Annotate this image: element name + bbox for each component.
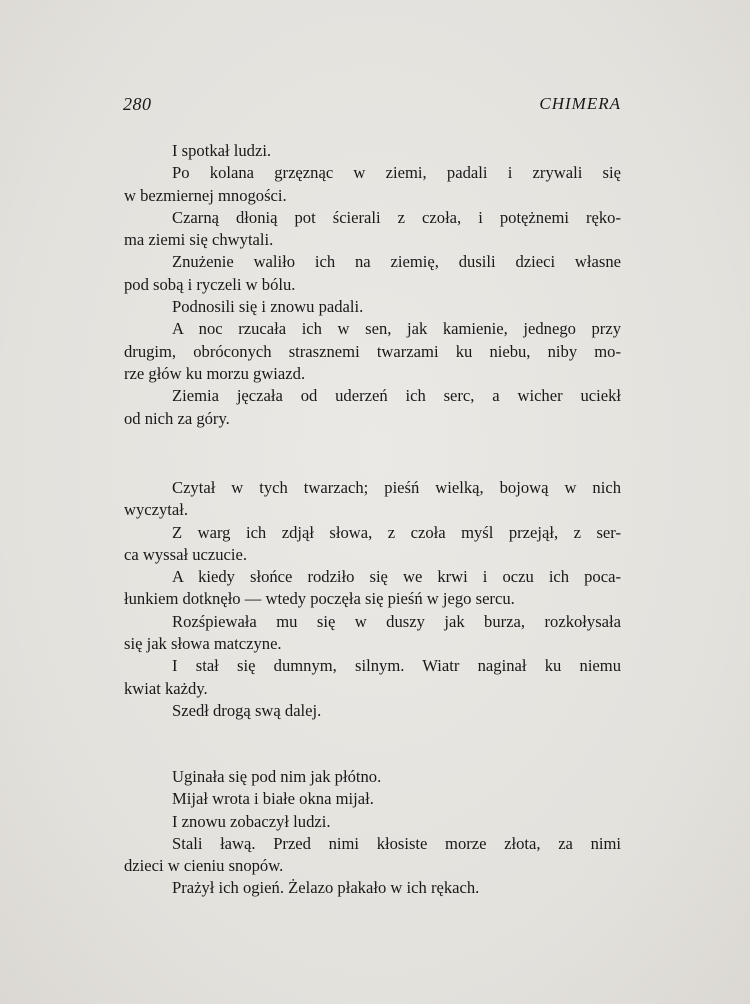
- text-line: od nich za góry.: [124, 408, 230, 428]
- paragraph: [124, 296, 621, 318]
- text-line: Czytał w tych twarzach; pieśń wielką, bojową w nich: [172, 478, 621, 497]
- text-block: [124, 140, 621, 430]
- text-line: Po kolana grzęznąc w ziemi, padali i zrywali się: [172, 163, 621, 183]
- text-line: wyczytał.: [124, 500, 189, 520]
- text-line: A kiedy słońce rodziło się we krwi i oczu ich poca-: [172, 567, 621, 587]
- text-block: [124, 477, 621, 722]
- paragraph: [124, 877, 621, 899]
- paragraph: [124, 700, 621, 722]
- text-line: I spotkał ludzi.: [172, 141, 272, 160]
- text-line: kwiat każdy.: [124, 678, 208, 698]
- paragraph: [124, 318, 621, 385]
- paragraph: [124, 140, 621, 162]
- text-line: w bezmiernej mnogości.: [124, 185, 287, 205]
- text-line: rze głów ku morzu gwiazd.: [124, 363, 306, 383]
- paragraph: [124, 251, 621, 296]
- paragraph: [124, 566, 621, 611]
- text-line: Szedł drogą swą dalej.: [172, 700, 322, 720]
- paragraph: [124, 162, 621, 207]
- text-line: Znużenie waliło ich na ziemię, dusili dzieci własne: [172, 252, 621, 272]
- text-line: ca wyssał uczucie.: [124, 544, 248, 564]
- text-line: Ziemia jęczała od uderzeń ich serc, a wicher uciekł: [172, 386, 621, 406]
- text-line: I znowu zobaczył ludzi.: [172, 811, 331, 831]
- paragraph: [124, 811, 621, 833]
- text-block: [124, 766, 621, 900]
- text-line: I stał się dumnym, silnym. Wiatr naginał ku niemu: [172, 656, 621, 676]
- text-line: Mijał wrota i białe okna mijał.: [172, 789, 374, 809]
- text-line: łunkiem dotknęło — wtedy poczęła się pieśń w jego sercu.: [124, 589, 515, 609]
- text-line: Stali ławą. Przed nimi kłosiste morze złota, za nimi: [172, 833, 621, 853]
- text-line: dzieci w cieniu snopów.: [124, 856, 284, 876]
- text-line: Podnosili się i znowu padali.: [172, 297, 364, 317]
- text-line: się jak słowa matczyne.: [124, 634, 282, 654]
- text-line: A noc rzucała ich w sen, jak kamienie, jednego przy: [172, 319, 621, 339]
- text-line: drugim, obróconych strasznemi twarzami ku niebu, niby mo-: [124, 341, 621, 361]
- paragraph: [124, 611, 621, 656]
- running-title: CHIMERA: [539, 94, 621, 113]
- paragraph: [124, 522, 621, 567]
- text-line: Czarną dłonią pot ścierali z czoła, i potężnemi ręko-: [172, 207, 621, 227]
- text-line: Rozśpiewała mu się w duszy jak burza, rozkołysała: [172, 611, 621, 631]
- text-line: pod sobą i ryczeli w bólu.: [124, 274, 296, 294]
- text-line: Z warg ich zdjął słowa, z czoła myśl przejął, z ser-: [172, 522, 621, 542]
- paragraph: [124, 833, 621, 878]
- page-number: 280: [123, 94, 152, 114]
- text-line: ma ziemi się chwytali.: [124, 230, 274, 250]
- paragraph: [124, 788, 621, 810]
- text-line: Uginała się pod nim jak płótno.: [172, 767, 382, 786]
- paragraph: [124, 766, 621, 788]
- text-line: Prażył ich ogień. Żelazo płakało w ich rękach.: [172, 878, 480, 898]
- paragraph: [124, 385, 621, 430]
- paragraph: [124, 207, 621, 252]
- page-header: [123, 94, 621, 118]
- paragraph: [124, 477, 621, 522]
- paragraph: [124, 655, 621, 700]
